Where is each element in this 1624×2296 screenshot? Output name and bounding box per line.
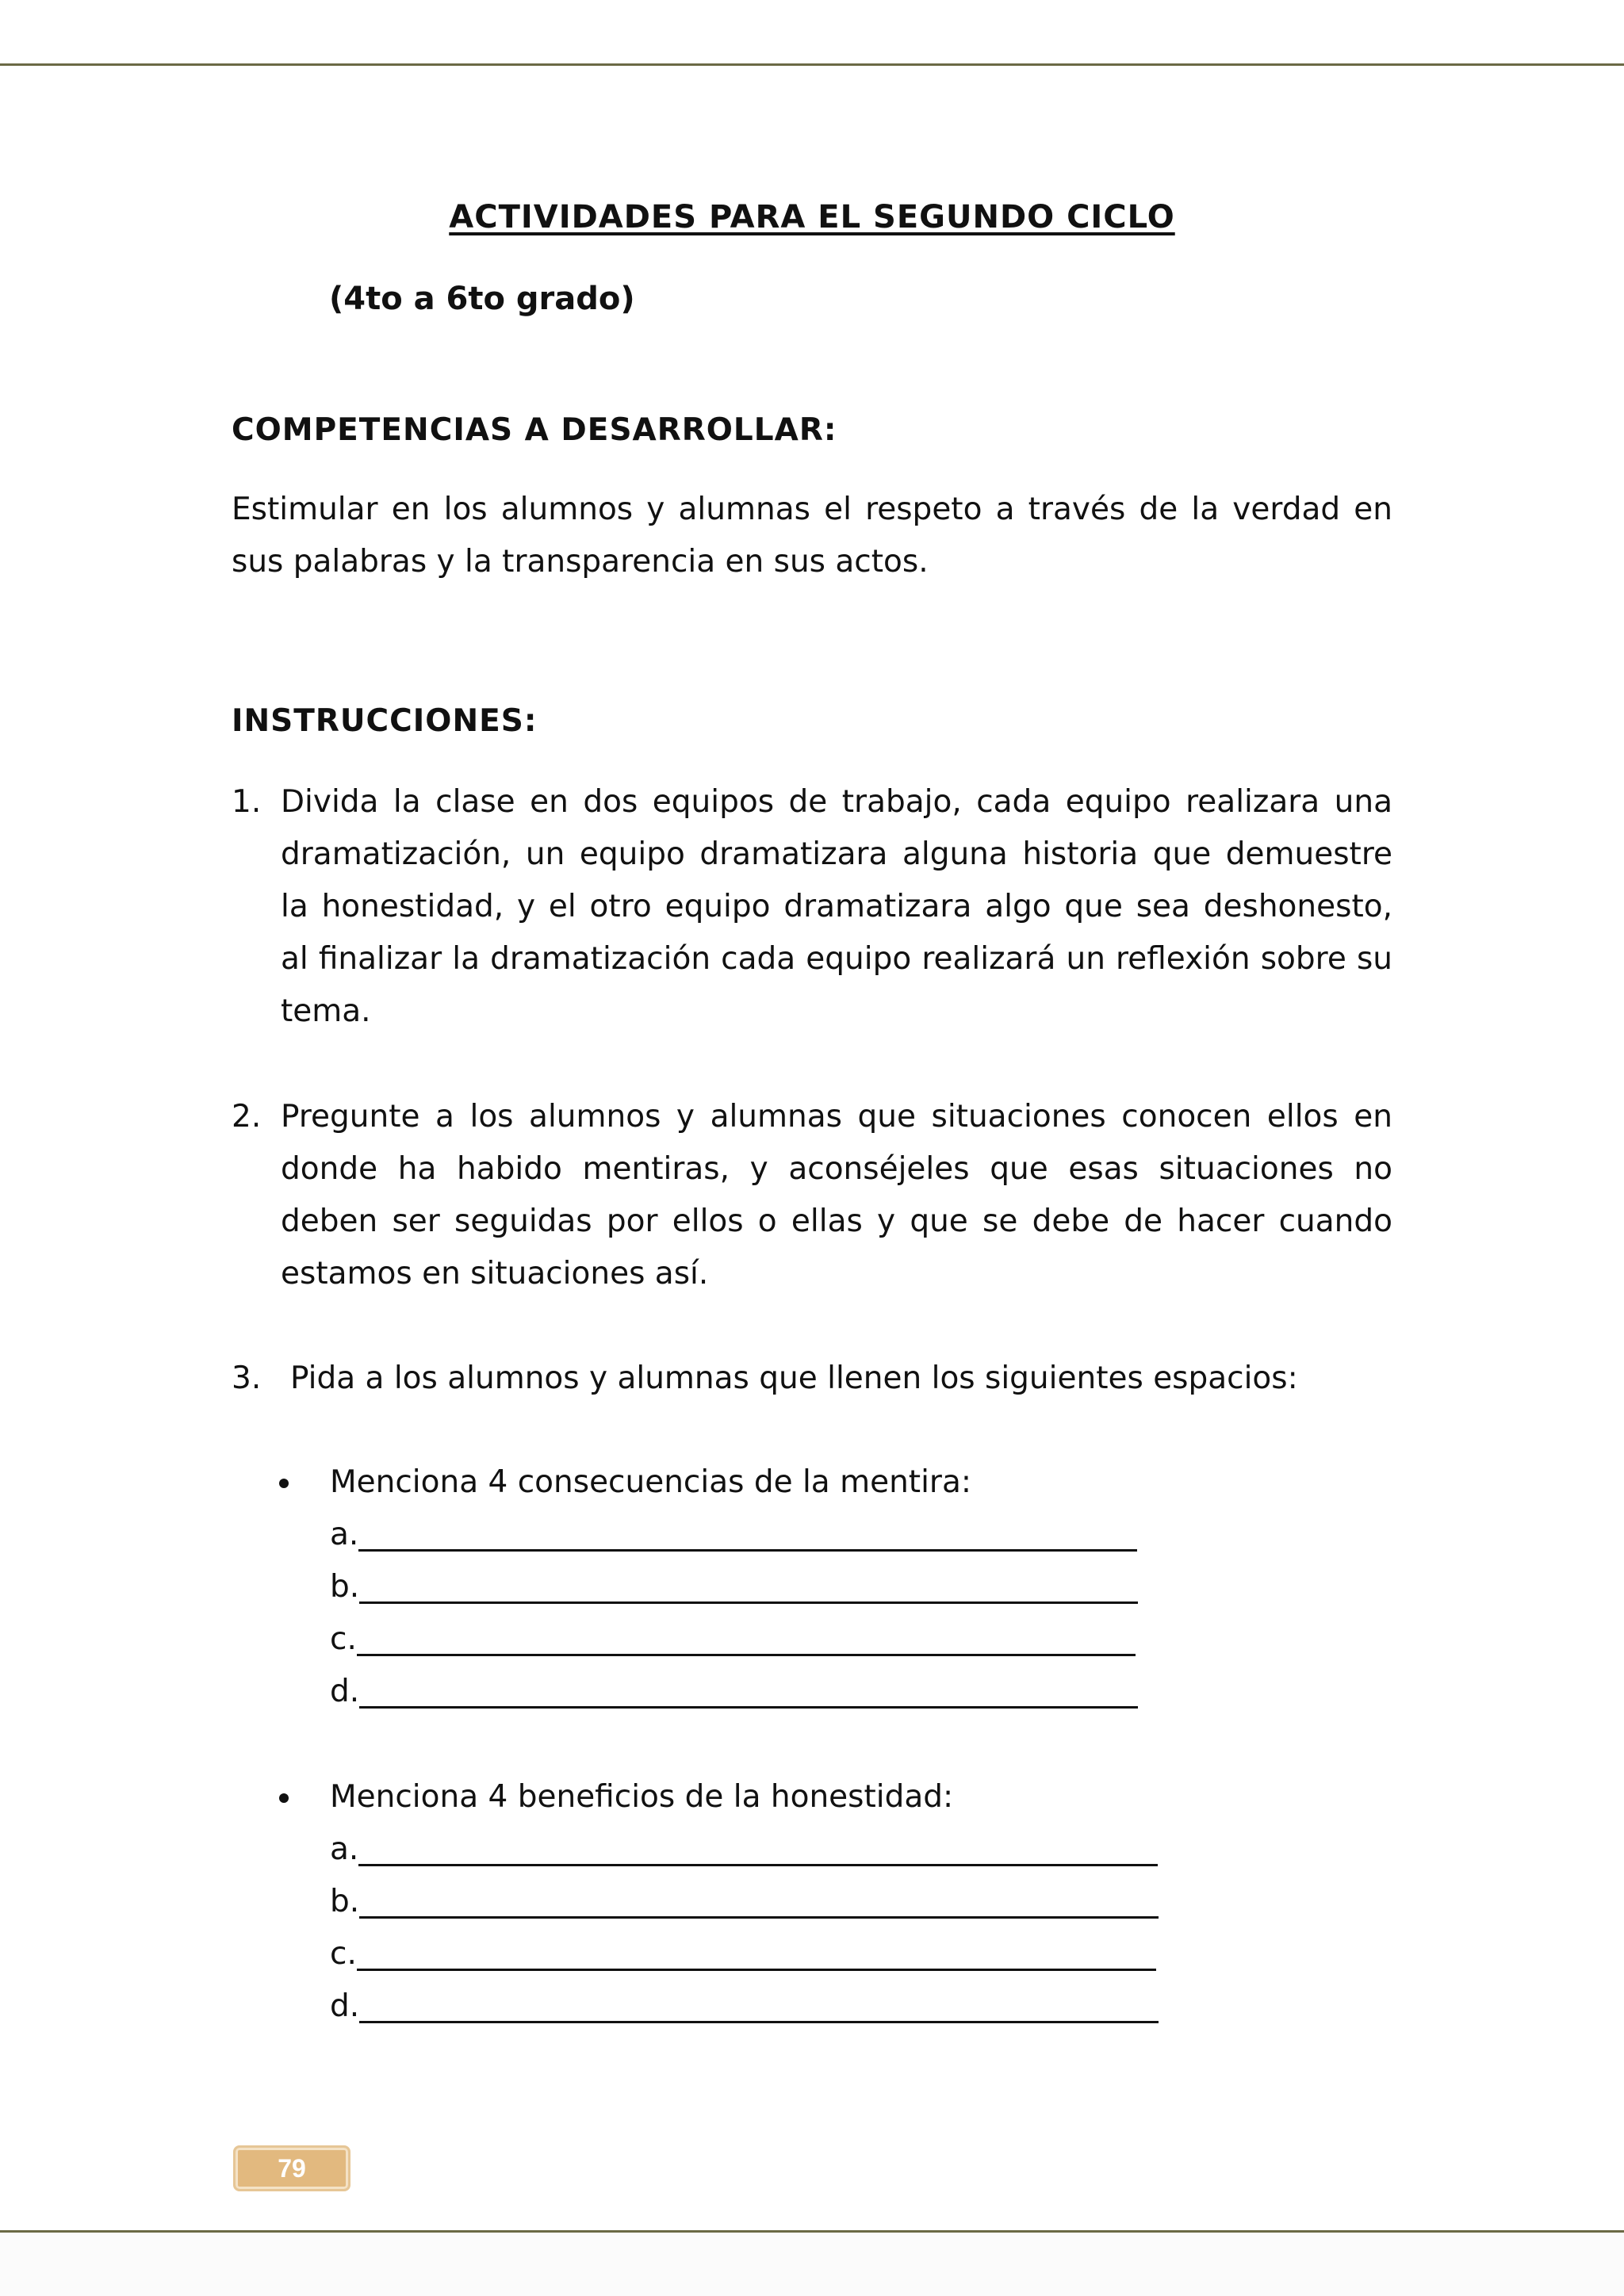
- instruction-text: Divida la clase en dos equipos de trabajo, cada equipo realizara una dramatización, un equipo dramatizara alguna historia que demuestre la honestidad, y el otro equipo dramatizara algo que sea deshonesto, al finalizar la dramatización cada equipo realizará un reflexión sobre su tema.: [281, 784, 1392, 1029]
- answer-blank[interactable]: [359, 1667, 1138, 1709]
- bullet-consecuencias: [279, 1456, 1138, 1718]
- instruction-item-1: [232, 776, 1392, 1038]
- answer-letter: b.: [330, 1884, 360, 1919]
- instrucciones-heading: INSTRUCCIONES:: [232, 703, 538, 739]
- answer-blank[interactable]: [359, 1877, 1159, 1919]
- top-rule: [0, 63, 1624, 66]
- competencias-heading: COMPETENCIAS A DESARROLLAR:: [232, 412, 837, 448]
- answer-line[interactable]: [330, 1823, 1159, 1876]
- answer-letter: c.: [330, 1936, 357, 1972]
- answer-blank[interactable]: [359, 1981, 1159, 2023]
- answer-letter: a.: [330, 1831, 359, 1867]
- answer-line[interactable]: [330, 1980, 1159, 2033]
- answer-line[interactable]: [330, 1509, 1138, 1561]
- answer-letter: c.: [330, 1621, 357, 1657]
- answer-line[interactable]: [330, 1561, 1138, 1613]
- answer-line[interactable]: [330, 1666, 1138, 1718]
- bullet-beneficios: [279, 1771, 1159, 2033]
- instruction-number: 2.: [232, 1099, 262, 1135]
- answer-letter: d.: [330, 1988, 360, 2024]
- competencias-text: Estimular en los alumnos y alumnas el respeto a través de la verdad en sus palabras y la transparencia en sus actos.: [232, 492, 1392, 580]
- answer-blank[interactable]: [358, 1824, 1158, 1866]
- instruction-number: 1.: [232, 784, 262, 820]
- answer-letter: d.: [330, 1674, 360, 1709]
- instruction-item-2: [232, 1091, 1392, 1300]
- answer-letter: b.: [330, 1569, 360, 1605]
- instruction-text: Pregunte a los alumnos y alumnas que situaciones conocen ellos en donde ha habido mentiras, y aconséjeles que esas situaciones no deben ser seguidas por ellos o ellas y que se debe de hacer cuando estamos en situaciones así.: [281, 1099, 1392, 1292]
- answer-blank[interactable]: [357, 1929, 1156, 1971]
- bullet-icon: [279, 1479, 289, 1488]
- instruction-item-3: [232, 1353, 1392, 1405]
- answer-line[interactable]: [330, 1613, 1138, 1666]
- answer-line[interactable]: [330, 1928, 1159, 1980]
- answer-letter: a.: [330, 1517, 359, 1552]
- bullet-icon: [279, 1793, 289, 1803]
- instruction-text: Pida a los alumnos y alumnas que llenen los siguientes espacios:: [290, 1360, 1298, 1396]
- page-number-badge: 79: [233, 2145, 350, 2191]
- answer-blank[interactable]: [359, 1562, 1138, 1604]
- answer-blank[interactable]: [357, 1614, 1136, 1656]
- bullet-label: Menciona 4 beneficios de la honestidad:: [330, 1779, 954, 1815]
- bullet-label: Menciona 4 consecuencias de la mentira:: [330, 1464, 972, 1500]
- grade-subtitle: (4to a 6to grado): [329, 281, 635, 317]
- answer-line[interactable]: [330, 1876, 1159, 1928]
- page-title: ACTIVIDADES PARA EL SEGUNDO CICLO: [449, 199, 1175, 235]
- footer-band: [0, 2233, 1624, 2296]
- answer-blank[interactable]: [358, 1510, 1137, 1552]
- instruction-number: 3.: [232, 1360, 262, 1396]
